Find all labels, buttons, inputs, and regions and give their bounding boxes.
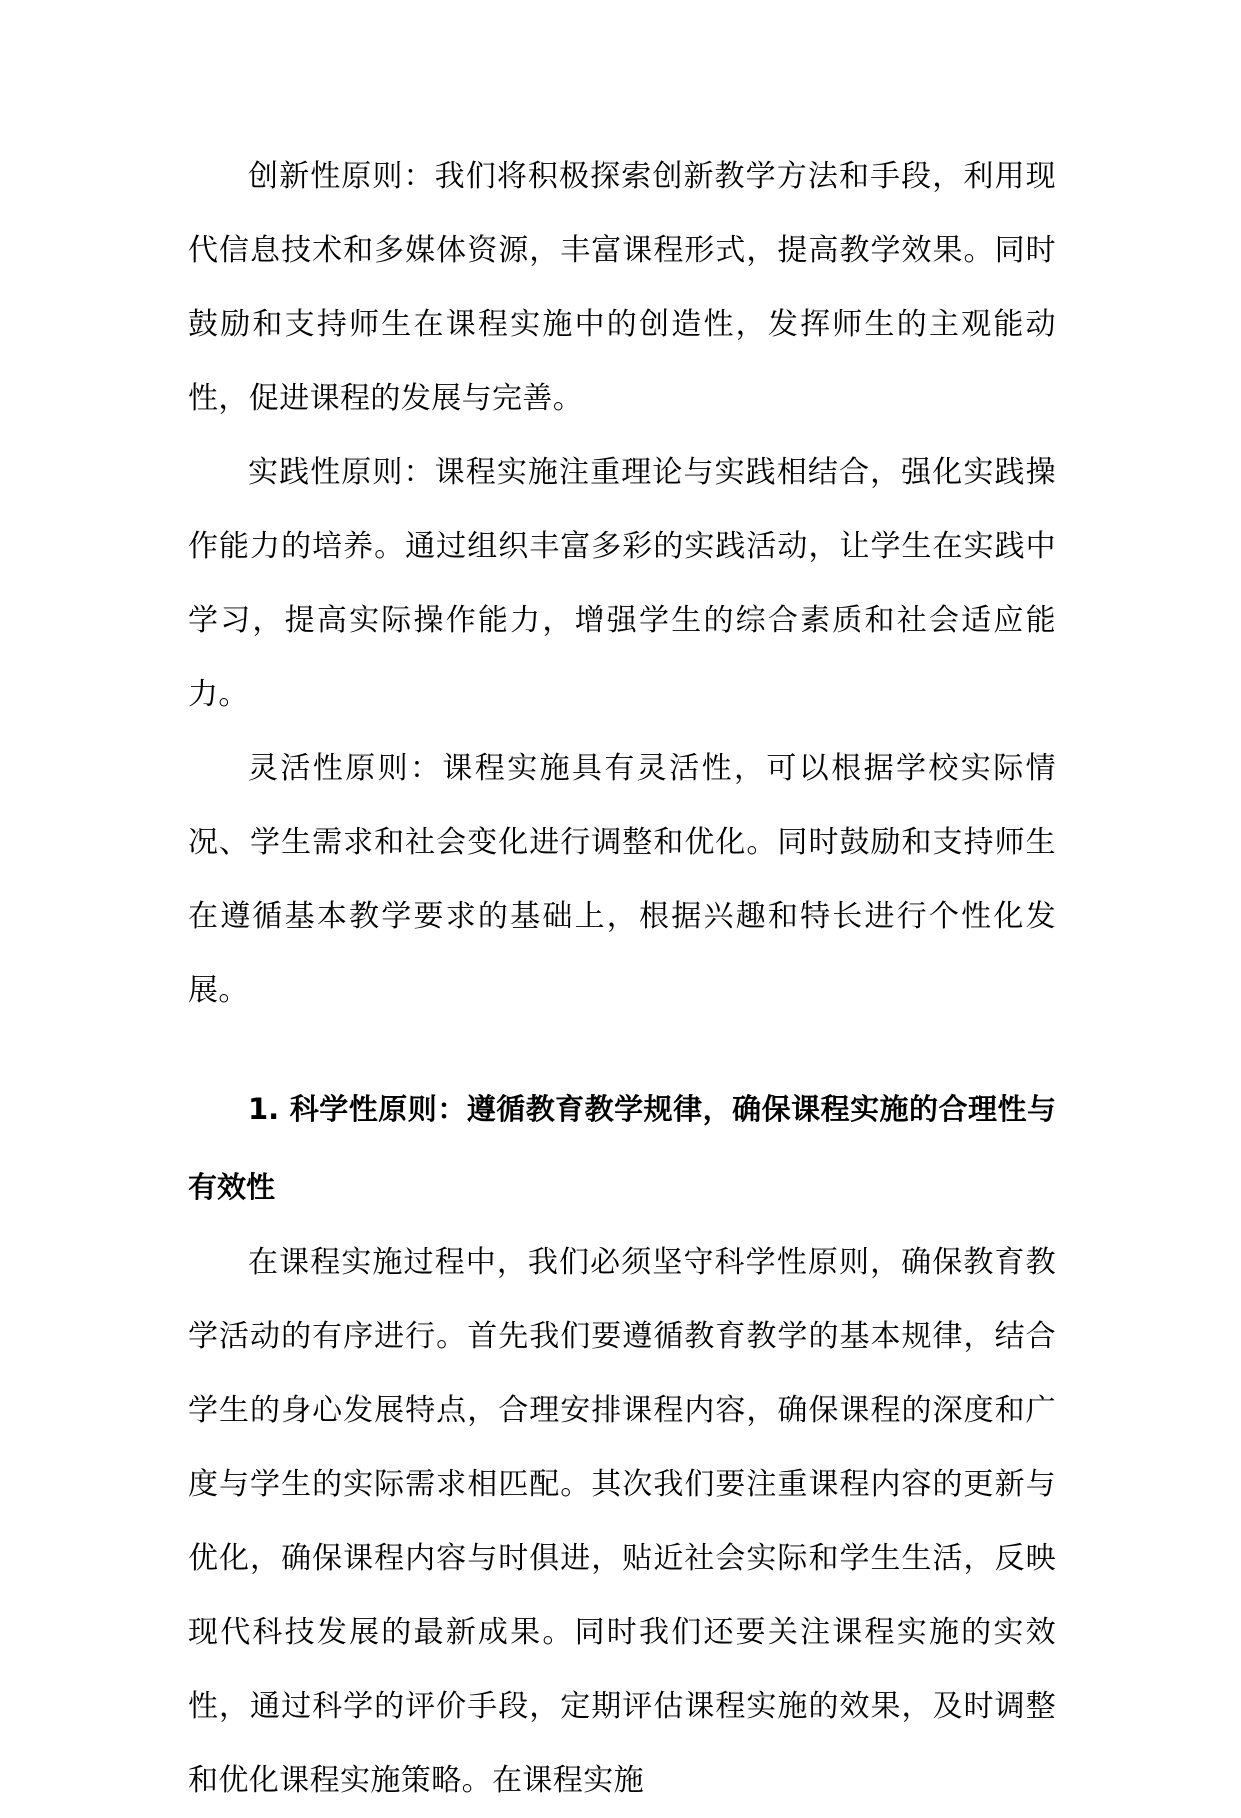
paragraph-scientific-principle-body: 在课程实施过程中，我们必须坚守科学性原则，确保教育教学活动的有序进行。首先我们要遵循教育教学的基本规律，结合学生的身心发展特点，合理安排课程内容，确保课程的深度和广度与学生的实际需求相匹配。其次我们要注重课程内容的更新与优化，确保课程内容与时俱进，贴近社会实际和学生生活，反映现代科技发展的最新成果。同时我们还要关注课程实施的实效性，通过科学的评价手段，定期评估课程实施的效果，及时调整和优化课程实施策略。在课程实施 bbox=[188, 1245, 1056, 1798]
section-heading-scientific-principle: 1. 科学性原则：遵循教育教学规律，确保课程实施的合理性与有效性 bbox=[188, 1092, 1056, 1204]
paragraph-practice-principle: 实践性原则：课程实施注重理论与实践相结合，强化实践操作能力的培养。通过组织丰富多彩的实践活动，让学生在实践中学习，提高实际操作能力，增强学生的综合素质和社会适应能力。 bbox=[188, 455, 1056, 712]
paragraph-innovation-principle: 创新性原则：我们将积极探索创新教学方法和手段，利用现代信息技术和多媒体资源，丰富课程形式，提高教学效果。同时鼓励和支持师生在课程实施中的创造性，发挥师生的主观能动性，促进课程的发展与完善。 bbox=[188, 159, 1056, 416]
document-body bbox=[188, 140, 1056, 1818]
paragraph-flexibility-principle: 灵活性原则：课程实施具有灵活性，可以根据学校实际情况、学生需求和社会变化进行调整和优化。同时鼓励和支持师生在遵循基本教学要求的基础上，根据兴趣和特长进行个性化发展。 bbox=[188, 751, 1056, 1008]
